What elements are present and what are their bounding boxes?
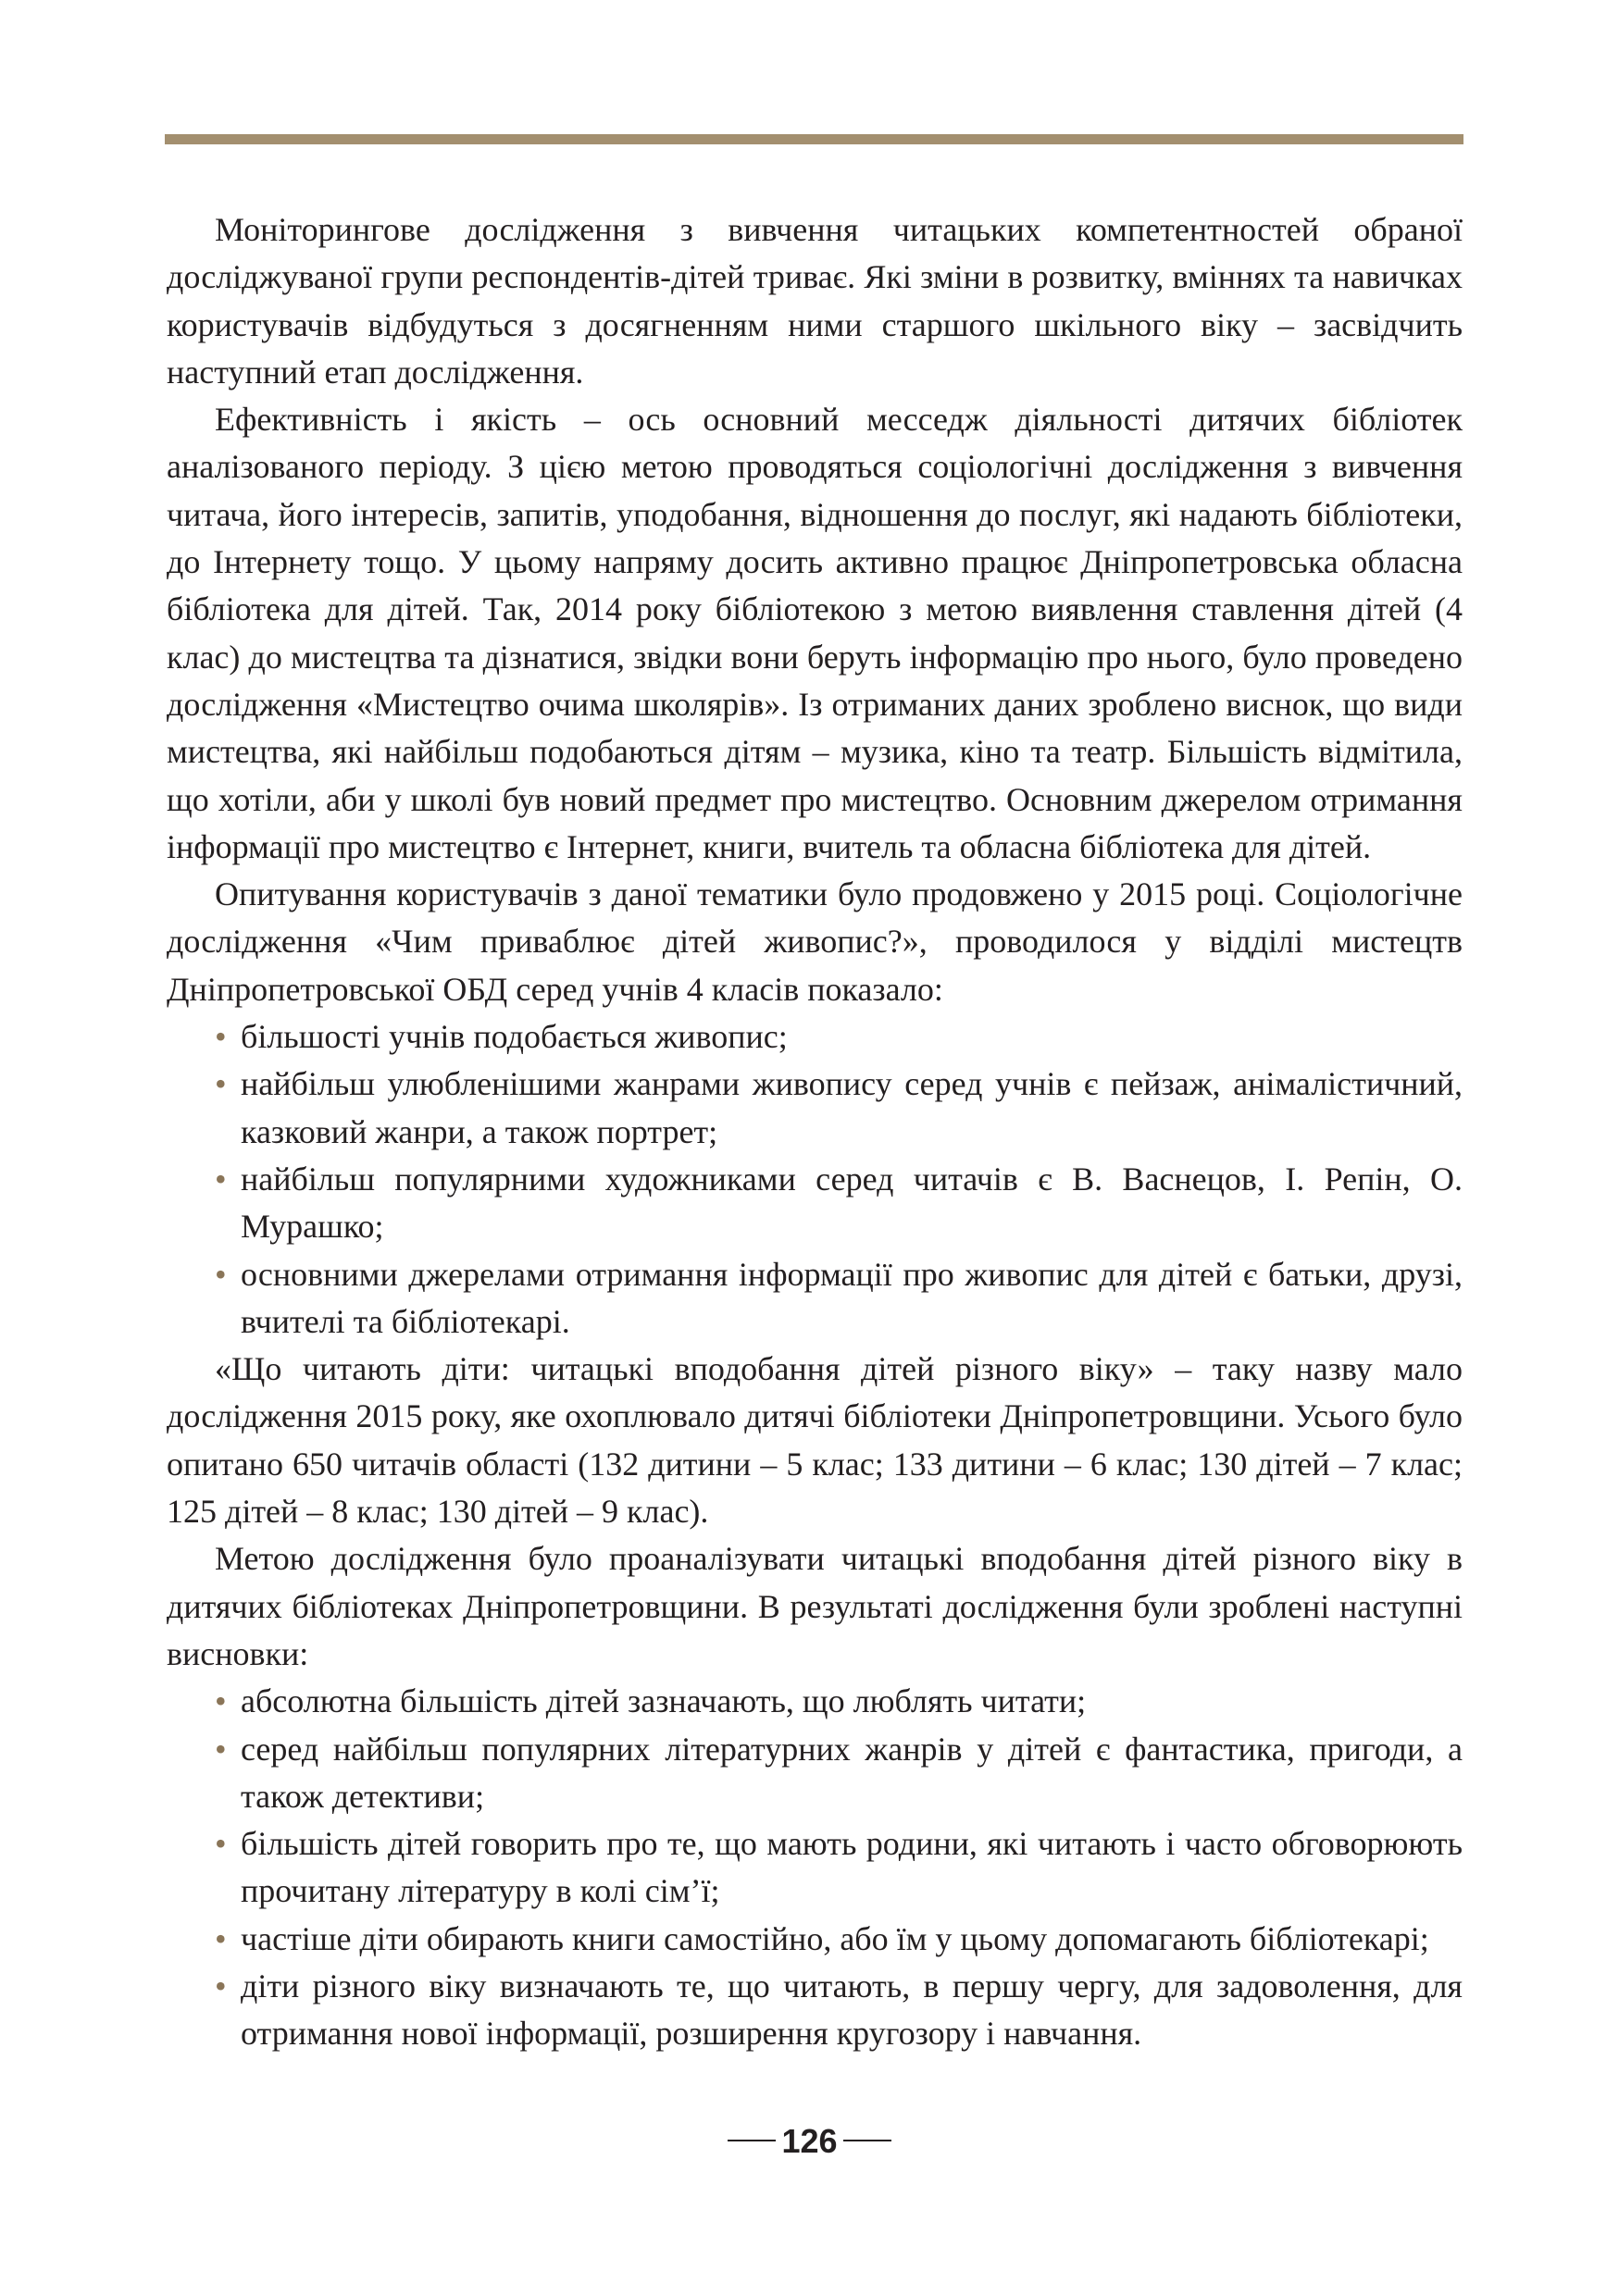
list-item	[167, 1156, 1463, 1251]
bullet-icon: •	[215, 1967, 227, 2004]
list-item	[167, 1251, 1463, 1347]
bullet-icon: •	[215, 1919, 227, 1957]
bullet-icon: •	[215, 1682, 227, 1720]
list-item	[167, 1726, 1463, 1821]
paragraph: Опитування користувачів з даної тематики було продовжено у 2015 році. Соціологічне дослідження «Чим приваблює дітей живопис?», проводилося у відділі мистецтв Дніпропетровської ОБД серед учнів 4 класів показало:	[167, 875, 1463, 1008]
page-footer	[0, 2121, 1619, 2162]
list-item	[167, 1820, 1463, 1916]
bullet-icon: •	[215, 1065, 227, 1103]
list-item	[167, 1963, 1463, 2058]
list-item-text: абсолютна більшість дітей зазначають, що люблять читати;	[241, 1682, 1087, 1720]
paragraph: Ефективність і якість – ось основний месседж діяльності дитячих бібліотек аналізованого періоду. З цією метою проводяться соціологічні дослідження з вивчення читача, його інтересів, запитів, уподобання, відношення до послуг, які надають бібліотеки, до Інтернету тощо. У цьому напряму досить активно працює Дніпропетровська обласна бібліотека для дітей. Так, 2014 року бібліотекою з метою виявлення ставлення дітей (4 клас) до мистецтва та дізнатися, звідки вони беруть інформацію про нього, було проведено дослідження «Мистецтво очима школярів». Із отриманих даних зроблено виснок, що види мистецтва, які найбільш подобаються дітям – музика, кіно та театр. Більшість відмітила, що хотіли, аби у школі був новий предмет про мистецтво. Основним джерелом отримання інформації про мистецтво є Інтернет, книги, вчитель та обласна бібліотека для дітей.	[167, 401, 1463, 865]
list-item	[167, 1678, 1463, 1725]
bullet-icon: •	[215, 1160, 227, 1198]
page-body	[167, 206, 1463, 2058]
bullet-icon: •	[215, 1730, 227, 1768]
bullet-icon: •	[215, 1825, 227, 1863]
list-item-text: більшість дітей говорить про те, що мають родини, які читають і часто обговорюють прочитану літературу в колі сім’ї;	[241, 1825, 1463, 1910]
list-item-text: найбільш улюбленішими жанрами живопису серед учнів є пейзаж, анімалістичний, казковий жанри, а також портрет;	[241, 1065, 1463, 1150]
list-item-text: серед найбільш популярних літературних жанрів у дітей є фантастика, пригоди, а також детективи;	[241, 1730, 1463, 1815]
paragraph: Метою дослідження було проаналізувати читацькі вподобання дітей різного віку в дитячих бібліотеках Дніпропетровщини. В результаті дослідження були зроблені наступні висновки:	[167, 1540, 1463, 1672]
header-rule	[165, 134, 1463, 144]
paragraph: «Що читають діти: читацькі вподобання дітей різного віку» – таку назву мало дослідження 2015 року, яке охоплювало дитячі бібліотеки Дніпропетровщини. Усього було опитано 650 читачів області (132 дитини – 5 клас; 133 дитини – 6 клас; 130 дітей – 7 клас; 125 дітей – 8 клас; 130 дітей – 9 клас).	[167, 1350, 1463, 1531]
bullet-icon: •	[215, 1018, 227, 1056]
bullet-list	[167, 1678, 1463, 2057]
page-number-right-rule	[843, 2140, 891, 2141]
page-number: 126	[781, 2122, 838, 2160]
list-item-text: діти різного віку визначають те, що читають, в першу чергу, для задоволення, для отримання нової інформації, розширення кругозору і навчання.	[241, 1967, 1463, 2053]
list-item-text: основними джерелами отримання інформації про живопис для дітей є батьки, друзі, вчителі та бібліотекарі.	[241, 1255, 1463, 1340]
list-item-text: більшості учнів подобається живопис;	[241, 1018, 788, 1056]
list-item	[167, 1013, 1463, 1061]
list-item-text: найбільш популярними художниками серед читачів є В. Васнецов, І. Репін, О. Мурашко;	[241, 1160, 1463, 1246]
list-item-text: частіше діти обирають книги самостійно, або їм у цьому допомагають бібліотекарі;	[241, 1919, 1429, 1957]
page-number-left-rule	[728, 2140, 776, 2141]
list-item	[167, 1061, 1463, 1156]
paragraph: Моніторингове дослідження з вивчення читацьких компетентностей обраної досліджуваної групи респондентів-дітей триває. Які зміни в розвитку, вміннях та навичках користувачів відбудуться з досягненням ними старшого шкільного віку – засвідчить наступний етап дослідження.	[167, 211, 1463, 391]
bullet-list	[167, 1013, 1463, 1346]
list-item	[167, 1916, 1463, 1963]
bullet-icon: •	[215, 1255, 227, 1293]
